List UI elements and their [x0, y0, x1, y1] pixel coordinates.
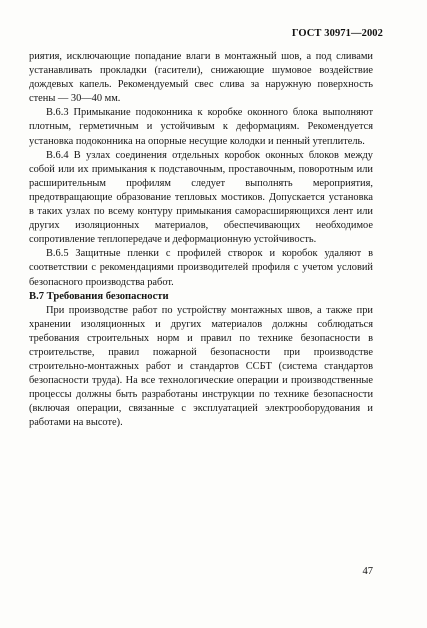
section-title-b-7: В.7 Требования безопасности [29, 290, 169, 302]
paragraph-b-6-5: В.6.5 Защитные пленки с профилей створок и коробок удаляют в соответствии с рекомендациями производителей профиля с учетом условий безопасного производства работ. [29, 248, 373, 288]
paragraph-b-6-3: В.6.3 Примыкание подоконника к коробке оконного блока выполняют плотным, герметичным и устойчивым к деформациям. Рекомендуется установка подоконника на опорные несущие колодки и пенный утеплитель. [29, 107, 373, 147]
paragraph-continuation: риятия, исключающие попадание влаги в монтажный шов, а под сливами устанавливать прокладки (гасители), снижающие шумовое воздействие дождевых капель. Рекомендуемый свес слива за наружную поверхность стены — 30—40 мм. [29, 51, 373, 105]
paragraph-b-7: При производстве работ по устройству монтажных швов, а также при хранении изоляционных и других материалов должны соблюдаться требования строительных норм и правил по технике безопасности в строительстве, правил пожарной безопасности при производстве строительно-монтажных работ и стандартов ССБТ (система стандартов безопасности труда). На все технологические операции и производственные процессы должны быть разработаны инструкции по технике безопасности (включая операции, связанные с эксплуатацией электрооборудования и работами на высоте). [29, 304, 373, 429]
paragraph-b-6-4: В.6.4 В узлах соединения отдельных коробок оконных блоков между собой или их примыкания к подставочным, проставочным, поворотным или расширительным профилям следует выполнять мероприятия, предотвращающие образование тепловых мостиков. Допускается установка в таких узлах по всему контуру примыкания самораcширяющихся лент или других изоляционных материалов, обеспечивающих необходимое сопротивление теплопередаче и деформационную устойчивость. [29, 149, 373, 246]
page-number: 47 [362, 566, 373, 577]
page-header-standard: ГОСТ 30971—2002 [291, 28, 383, 39]
page-body [29, 50, 373, 431]
